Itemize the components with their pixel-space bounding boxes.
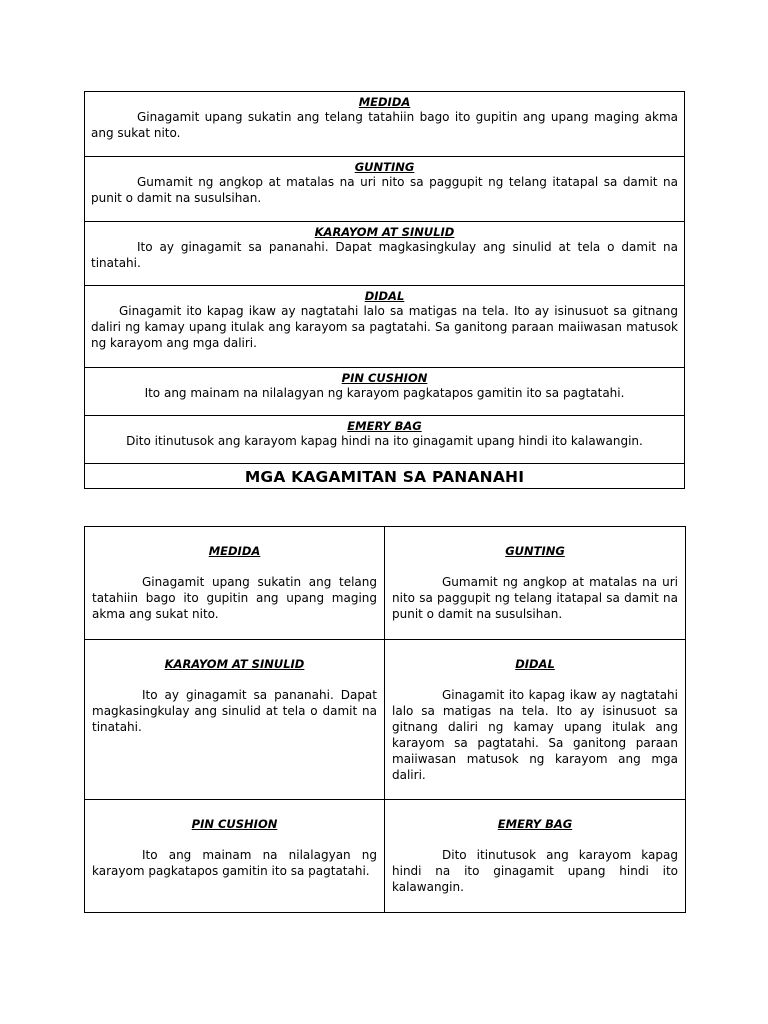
item-description: Ginagamit upang sukatin ang telang tatahiin bago ito gupitin ang upang maging akma ang sukat nito. — [92, 575, 377, 621]
item-heading: MEDIDA — [358, 95, 411, 109]
table-row-pin-cushion — [85, 368, 684, 416]
item-description: Gumamit ng angkop at matalas na uri nito sa paggupit ng telang itatapal sa damit na punit o damit na susulsihan. — [392, 575, 678, 621]
item-description: Ginagamit ito kapag ikaw ay nagtatahi lalo sa matigas na tela. Ito ay isinusuot sa gitnang daliri ng kamay upang itulak ang karayom sa pagtatahi. Sa ganitong paraan maiiwasan matusok ng karayom ang mga daliri. — [91, 304, 678, 350]
item-heading: PIN CUSHION — [341, 371, 428, 385]
table-row-gunting — [85, 157, 684, 222]
grid-cell-pin-cushion — [85, 800, 385, 912]
table-row-karayom-at-sinulid — [85, 222, 684, 286]
item-heading: PIN CUSHION — [191, 817, 278, 831]
table-row-emery-bag — [85, 416, 684, 464]
grid-cell-didal — [385, 640, 685, 800]
item-description: Dito itinutusok ang karayom kapag hindi na ito ginagamit upang hindi ito kalawangin. — [392, 848, 678, 894]
item-heading: EMERY BAG — [347, 419, 422, 433]
item-heading: KARAYOM AT SINULID — [314, 225, 455, 239]
single-column-table — [84, 91, 685, 489]
item-heading: DIDAL — [515, 657, 555, 671]
table-row-didal — [85, 286, 684, 368]
item-description: Ginagamit upang sukatin ang telang tatahiin bago ito gupitin ang upang maging akma ang sukat nito. — [91, 110, 678, 140]
table-title-row — [85, 464, 684, 488]
table-row-medida — [85, 92, 684, 157]
item-heading: GUNTING — [354, 160, 415, 174]
grid-cell-emery-bag — [385, 800, 685, 912]
grid-cell-medida — [85, 527, 385, 640]
item-description: Ginagamit ito kapag ikaw ay nagtatahi lalo sa matigas na tela. Ito ay isinusuot sa gitnang daliri ng kamay upang itulak ang karayom sa pagtatahi. Sa ganitong paraan maiiwasan matusok ng karayom ang mga daliri. — [392, 688, 678, 782]
two-column-grid-table — [84, 526, 686, 913]
item-description: Ito ang mainam na nilalagyan ng karayom pagkatapos gamitin ito sa pagtatahi. — [144, 386, 625, 400]
item-heading: MEDIDA — [208, 544, 261, 558]
item-heading: KARAYOM AT SINULID — [164, 657, 305, 671]
grid-cell-gunting — [385, 527, 685, 640]
item-description: Ito ay ginagamit sa pananahi. Dapat magkasingkulay ang sinulid at tela o damit na tinatahi. — [92, 688, 377, 734]
item-description: Dito itinutusok ang karayom kapag hindi na ito ginagamit upang hindi ito kalawangin. — [126, 434, 643, 448]
item-heading: GUNTING — [505, 544, 565, 558]
document-title: MGA KAGAMITAN SA PANANAHI — [244, 468, 525, 486]
item-heading: EMERY BAG — [497, 817, 573, 831]
item-heading: DIDAL — [364, 289, 405, 303]
item-description: Gumamit ng angkop at matalas na uri nito sa paggupit ng telang itatapal sa damit na punit o damit na susulsihan. — [91, 175, 678, 205]
item-description: Ito ay ginagamit sa pananahi. Dapat magkasingkulay ang sinulid at tela o damit na tinatahi. — [91, 240, 678, 270]
item-description: Ito ang mainam na nilalagyan ng karayom pagkatapos gamitin ito sa pagtatahi. — [92, 848, 377, 878]
grid-cell-karayom-at-sinulid — [85, 640, 385, 800]
